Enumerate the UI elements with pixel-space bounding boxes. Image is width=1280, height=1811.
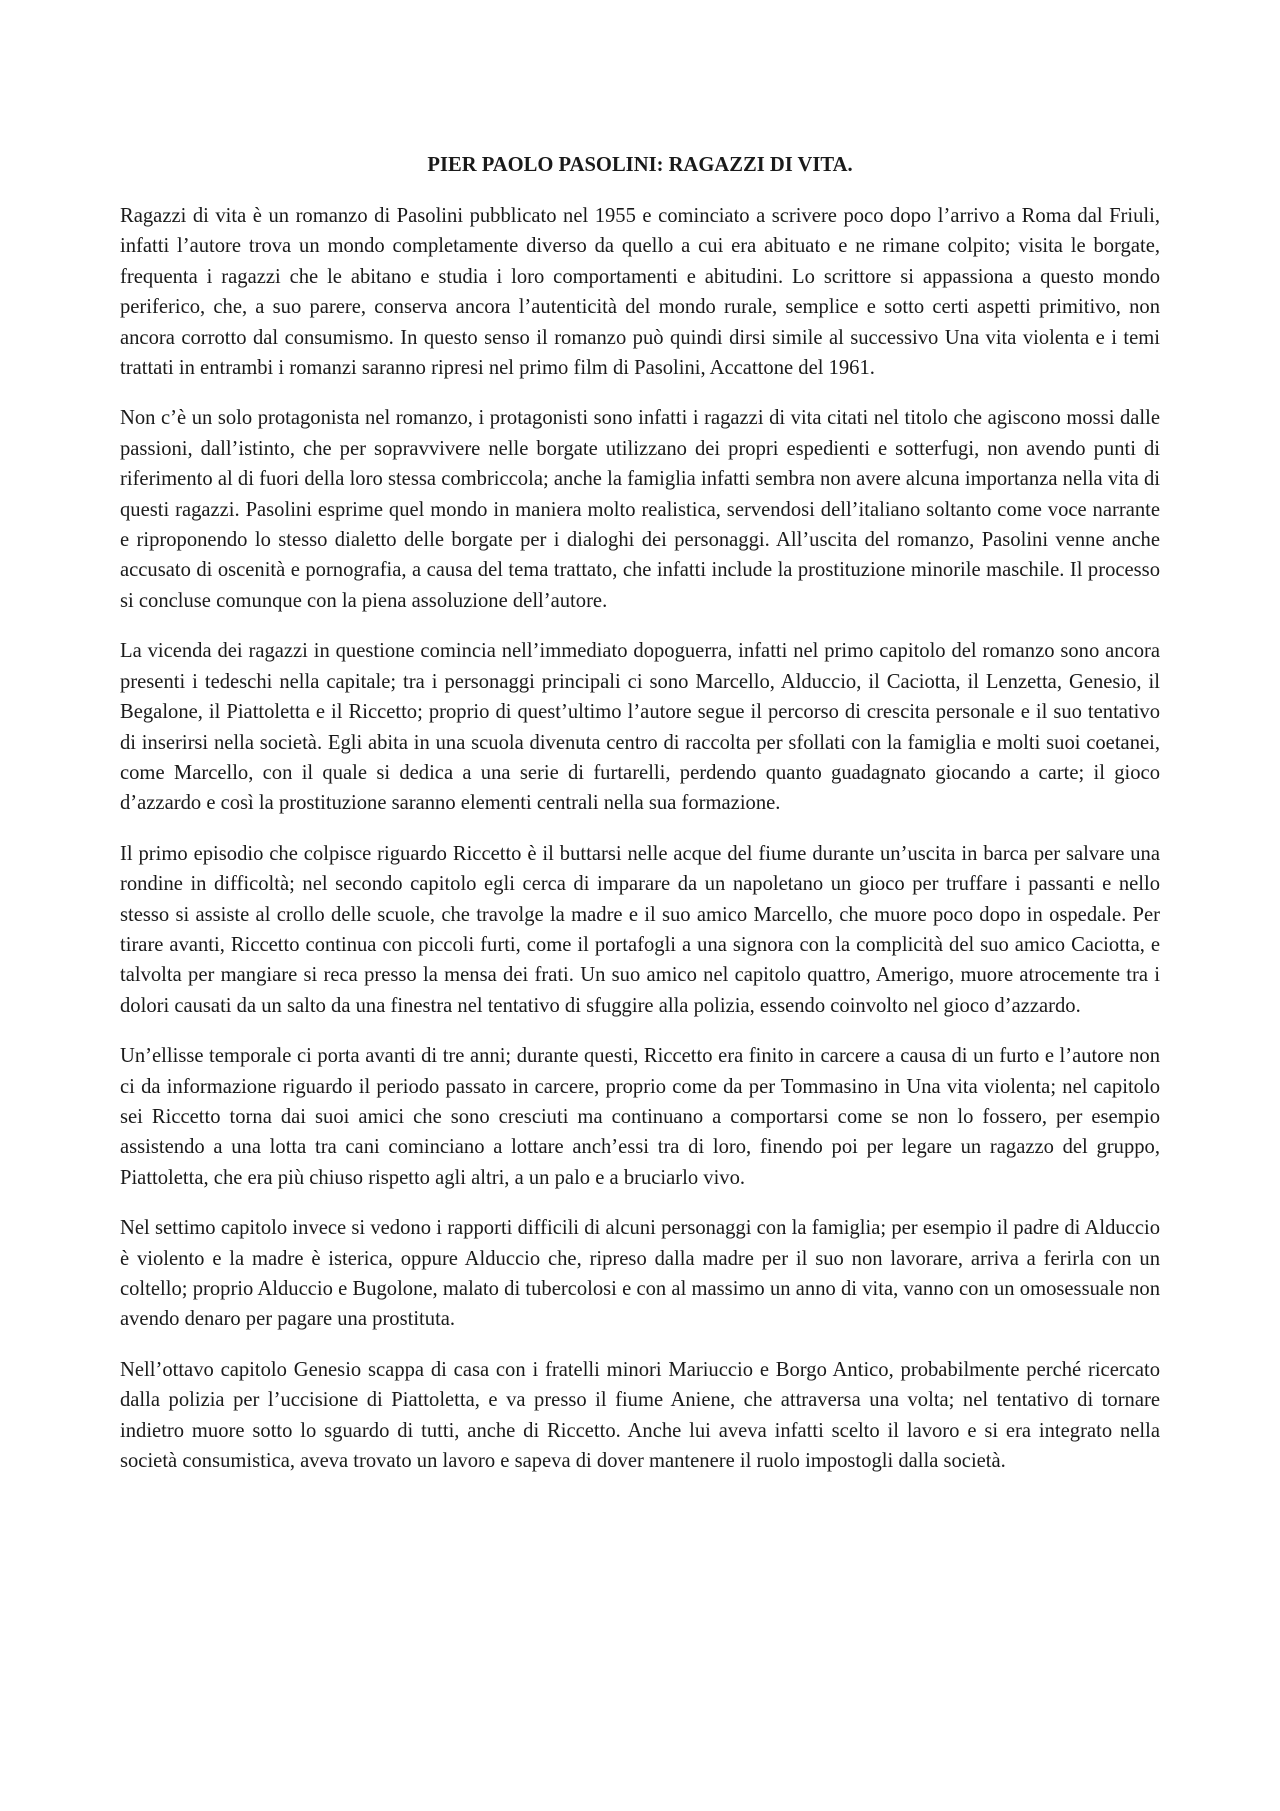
paragraph-1: Ragazzi di vita è un romanzo di Pasolini pubblicato nel 1955 e cominciato a scrivere poco dopo l’arrivo a Roma dal Friuli, infatti l’autore trova un mondo completamente diverso da quello a cui era abituato e ne rimane colpito; visita le borgate, frequenta i ragazzi che le abitano e studia i loro comportamenti e abitudini. Lo scrittore si appassiona a questo mondo periferico, che, a suo parere, conserva ancora l’autenticità del mondo rurale, semplice e sotto certi aspetti primitivo, non ancora corrotto dal consumismo. In questo senso il romanzo può quindi dirsi simile al successivo Una vita violenta e i temi trattati in entrambi i romanzi saranno ripresi nel primo film di Pasolini, Accattone del 1961. <box>120 205 1160 380</box>
document-body <box>120 150 1160 1496</box>
paragraph-4: Il primo episodio che colpisce riguardo Riccetto è il buttarsi nelle acque del fiume durante un’uscita in barca per salvare una rondine in difficoltà; nel secondo capitolo egli cerca di imparare da un napoletano un gioco per truffare i passanti e nello stesso si assiste al crollo delle scuole, che travolge la madre e il suo amico Marcello, che muore poco dopo in ospedale. Per tirare avanti, Riccetto continua con piccoli furti, come il portafogli a una signora con la complicità del suo amico Caciotta, e talvolta per mangiare si reca presso la mensa dei frati. Un suo amico nel capitolo quattro, Amerigo, muore atrocemente tra i dolori causati da un salto da una finestra nel tentativo di sfuggire alla polizia, essendo coinvolto nel gioco d’azzardo. <box>120 842 1160 1017</box>
paragraph-6: Nel settimo capitolo invece si vedono i rapporti difficili di alcuni personaggi con la famiglia; per esempio il padre di Alduccio è violento e la madre è isterica, oppure Alduccio che, ripreso dalla madre per il suo non lavorare, arriva a ferirla con un coltello; proprio Alduccio e Bugolone, malato di tubercolosi e con al massimo un anno di vita, vanno con un omosessuale non avendo denaro per pagare una prostituta. <box>120 1217 1160 1331</box>
paragraph-5: Un’ellisse temporale ci porta avanti di tre anni; durante questi, Riccetto era finito in carcere a causa di un furto e l’autore non ci da informazione riguardo il periodo passato in carcere, proprio come da per Tommasino in Una vita violenta; nel capitolo sei Riccetto torna dai suoi amici che sono cresciuti ma continuano a comportarsi come se non lo fossero, per esempio assistendo a una lotta tra cani cominciano a lottare anch’essi tra di loro, finendo poi per legare un ragazzo del gruppo, Piattoletta, che era più chiuso rispetto agli altri, a un palo e a bruciarlo vivo. <box>120 1045 1160 1189</box>
document-title: PIER PAOLO PASOLINI: RAGAZZI DI VITA. <box>427 154 853 176</box>
paragraph-3: La vicenda dei ragazzi in questione comincia nell’immediato dopoguerra, infatti nel primo capitolo del romanzo sono ancora presenti i tedeschi nella capitale; tra i personaggi principali ci sono Marcello, Alduccio, il Caciotta, il Lenzetta, Genesio, il Begalone, il Piattoletta e il Riccetto; proprio di quest’ultimo l’autore segue il percorso di crescita personale e il suo tentativo di inserirsi nella società. Egli abita in una scuola divenuta centro di raccolta per sfollati con la famiglia e molti suoi coetanei, come Marcello, con il quale si dedica a una serie di furtarelli, perdendo quanto guadagnato giocando a carte; il gioco d’azzardo e così la prostituzione saranno elementi centrali nella sua formazione. <box>120 640 1160 815</box>
paragraph-2: Non c’è un solo protagonista nel romanzo, i protagonisti sono infatti i ragazzi di vita citati nel titolo che agiscono mossi dalle passioni, dall’istinto, che per sopravvivere nelle borgate utilizzano dei propri espedienti e sotterfugi, non avendo punti di riferimento al di fuori della loro stessa combriccola; anche la famiglia infatti sembra non avere alcuna importanza nella vita di questi ragazzi. Pasolini esprime quel mondo in maniera molto realistica, servendosi dell’italiano soltanto come voce narrante e riproponendo lo stesso dialetto delle borgate per i dialoghi dei personaggi. All’uscita del romanzo, Pasolini venne anche accusato di oscenità e pornografia, a causa del tema trattato, che infatti include la prostituzione minorile maschile. Il processo si concluse comunque con la piena assoluzione dell’autore. <box>120 407 1160 612</box>
paragraph-7: Nell’ottavo capitolo Genesio scappa di casa con i fratelli minori Mariuccio e Borgo Antico, probabilmente perché ricercato dalla polizia per l’uccisione di Piattoletta, e va presso il fiume Aniene, che attraversa una volta; nel tentativo di tornare indietro muore sotto lo sguardo di tutti, anche di Riccetto. Anche lui aveva infatti scelto il lavoro e si era integrato nella società consumistica, aveva trovato un lavoro e sapeva di dover mantenere il ruolo impostogli dalla società. <box>120 1358 1160 1473</box>
